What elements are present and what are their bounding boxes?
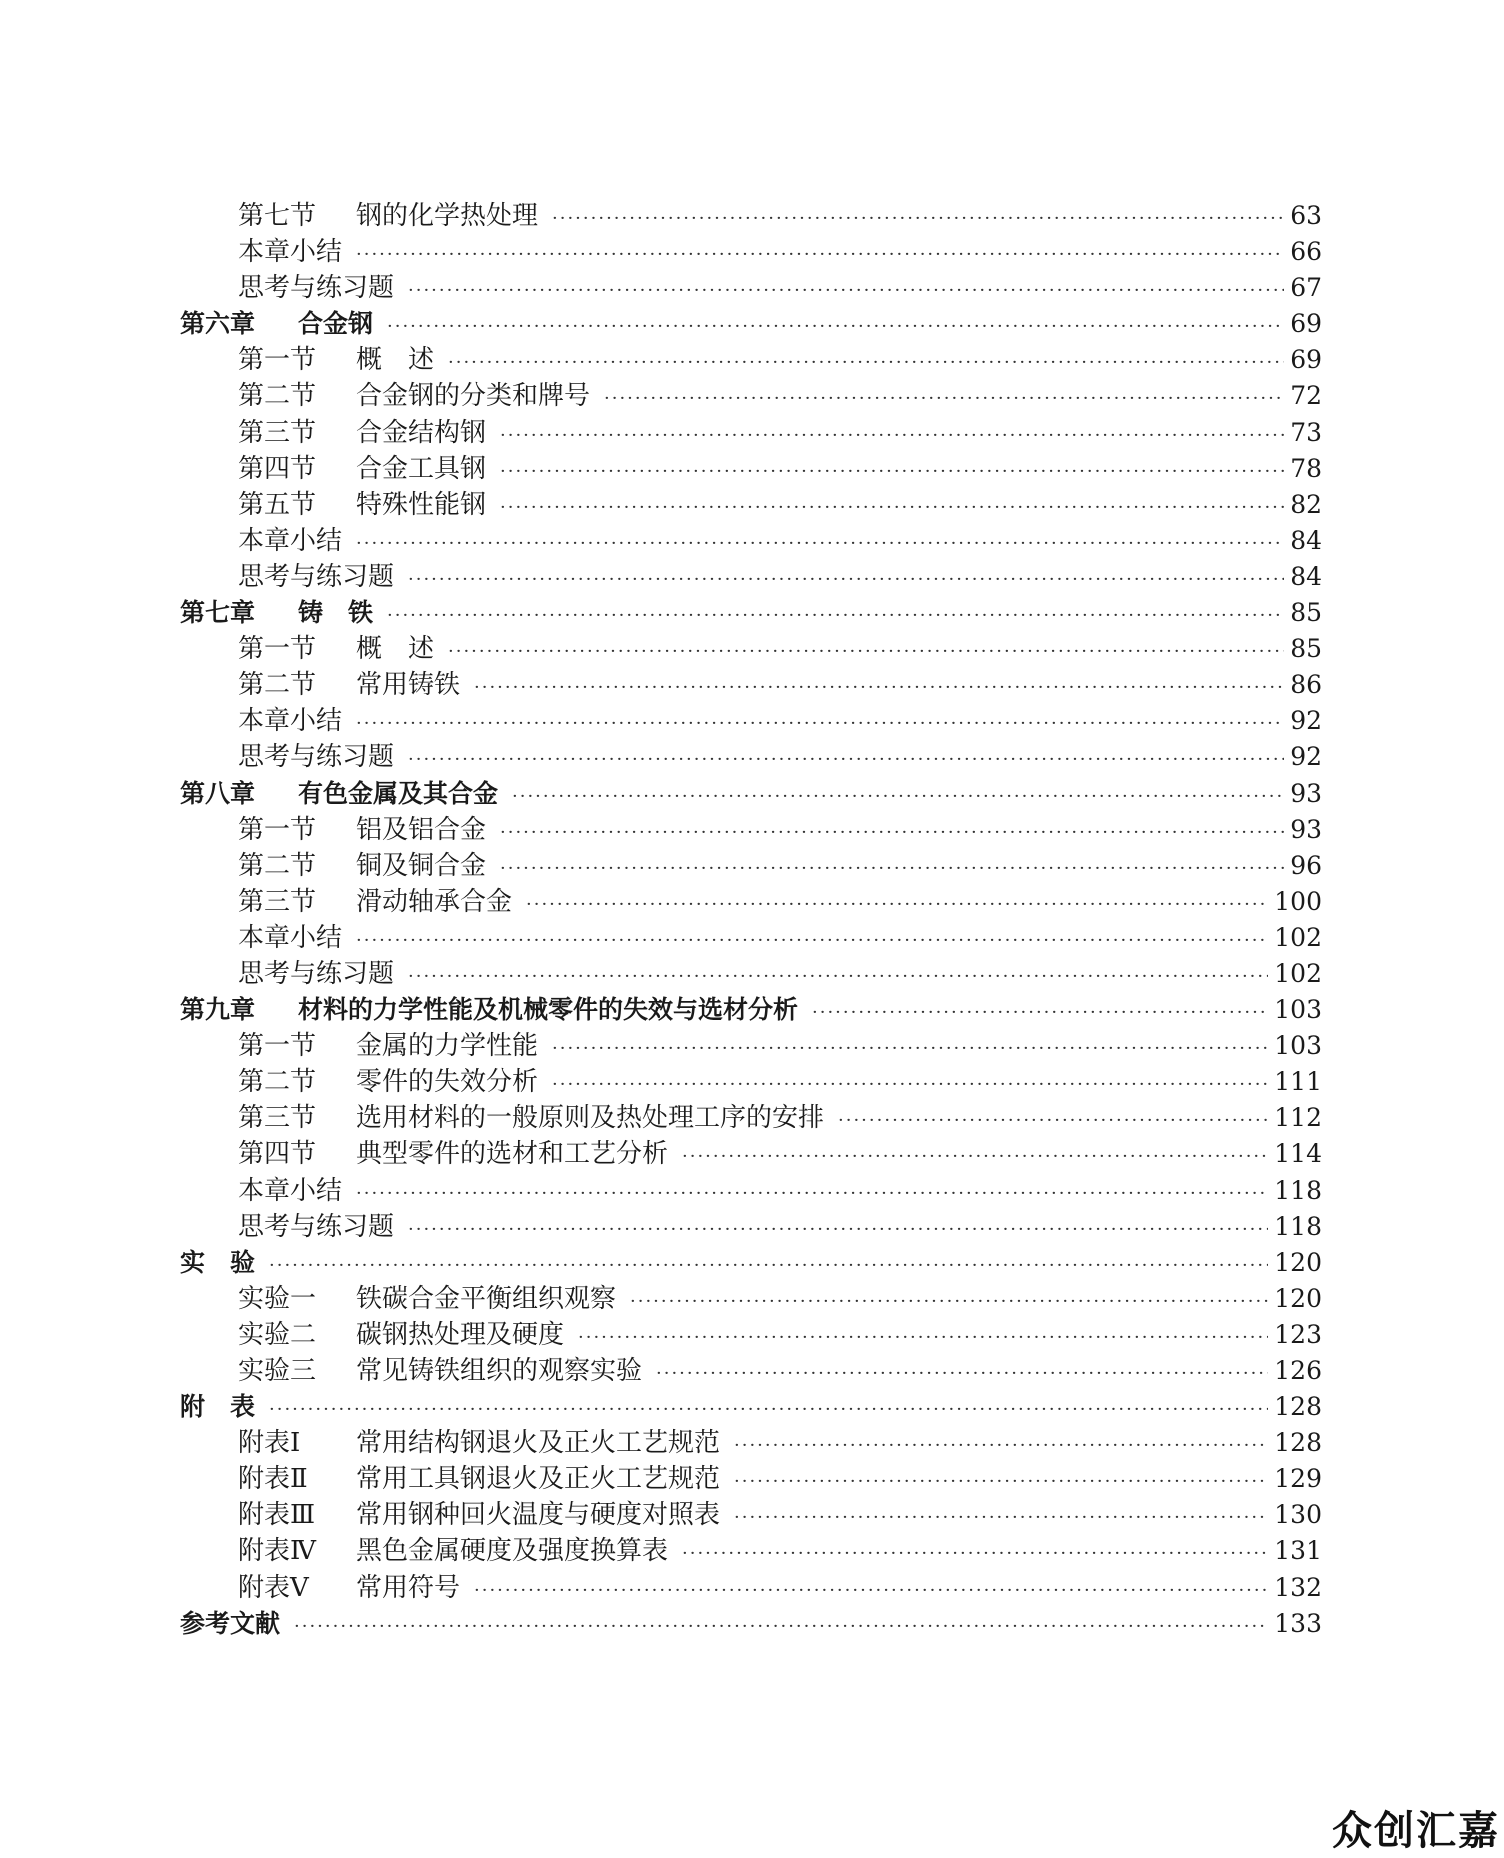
toc-page-number: 118 — [1274, 1211, 1322, 1241]
toc-entry-title: 金属的力学性能 — [356, 1031, 539, 1062]
toc-page-number: 73 — [1290, 417, 1322, 447]
toc-section-row[interactable] — [180, 1570, 1322, 1606]
toc-entry-title: 零件的失效分析 — [356, 1067, 539, 1098]
table-of-contents — [180, 198, 1322, 1642]
toc-section-row[interactable] — [180, 667, 1322, 703]
toc-entry-label: 第一节 — [238, 814, 317, 845]
toc-page-number: 131 — [1274, 1536, 1322, 1566]
dot-leader — [474, 670, 1284, 706]
toc-section-row[interactable] — [180, 848, 1322, 884]
toc-page-number: 128 — [1274, 1392, 1322, 1422]
toc-entry-label: 第五节 — [238, 489, 317, 520]
watermark-logo: 众创汇嘉 — [1332, 1808, 1500, 1854]
toc-entry-title: 特殊性能钢 — [356, 489, 487, 520]
toc-entry-title: 常用结构钢退火及正火工艺规范 — [356, 1428, 721, 1459]
toc-section-row[interactable] — [180, 1209, 1322, 1245]
toc-entry-title: 合金结构钢 — [356, 417, 487, 448]
dot-leader — [734, 1428, 1268, 1464]
dot-leader — [734, 1500, 1268, 1536]
dot-leader — [578, 1320, 1268, 1356]
toc-entry-label: 实验三 — [238, 1356, 317, 1386]
toc-section-row[interactable] — [180, 956, 1322, 992]
toc-entry-title: 黑色金属硬度及强度换算表 — [356, 1536, 669, 1567]
dot-leader — [356, 923, 1268, 959]
toc-entry-title: 思考与练习题 — [238, 273, 395, 304]
toc-page-number: 92 — [1290, 742, 1322, 772]
toc-entry-title: 典型零件的选材和工艺分析 — [356, 1139, 669, 1170]
dot-leader — [500, 454, 1284, 490]
toc-page-number: 85 — [1290, 598, 1322, 628]
toc-entry-label: 第八章 — [180, 778, 256, 808]
toc-page-number: 129 — [1274, 1464, 1322, 1494]
toc-entry-title: 材料的力学性能及机械零件的失效与选材分析 — [298, 995, 799, 1025]
toc-entry-label: 第六章 — [180, 309, 256, 339]
toc-section-row[interactable] — [180, 1173, 1322, 1209]
toc-section-row[interactable] — [180, 1317, 1322, 1353]
dot-leader — [356, 526, 1284, 562]
toc-entry-title: 本章小结 — [238, 237, 343, 268]
toc-entry-title: 常用铸铁 — [356, 670, 461, 701]
toc-page-number: 123 — [1274, 1319, 1322, 1349]
toc-page-number: 103 — [1274, 1031, 1322, 1061]
toc-entry-label: 附表Ⅰ — [238, 1428, 301, 1459]
dot-leader — [408, 273, 1284, 309]
dot-leader — [682, 1536, 1268, 1572]
toc-entry-title: 铝及铝合金 — [356, 814, 487, 845]
toc-entry-title: 铸 铁 — [298, 598, 374, 628]
dot-leader — [387, 598, 1284, 634]
toc-entry-label: 第二节 — [238, 381, 317, 412]
toc-section-row[interactable] — [180, 1461, 1322, 1497]
toc-page-number: 63 — [1290, 201, 1322, 230]
dot-leader — [656, 1356, 1268, 1392]
toc-section-row[interactable] — [180, 1064, 1322, 1100]
toc-entry-title: 钢的化学热处理 — [356, 201, 539, 231]
toc-entry-title: 思考与练习题 — [238, 742, 395, 773]
toc-page-number: 120 — [1274, 1247, 1322, 1277]
dot-leader — [356, 237, 1284, 273]
toc-entry-title: 本章小结 — [238, 706, 343, 737]
toc-section-row[interactable] — [180, 1353, 1322, 1389]
toc-entry-label: 第三节 — [238, 1103, 317, 1134]
toc-entry-label: 第二节 — [238, 670, 317, 701]
toc-page-number: 126 — [1274, 1356, 1322, 1385]
toc-entry-title: 有色金属及其合金 — [298, 778, 499, 808]
toc-entry-title: 选用材料的一般原则及热处理工序的安排 — [356, 1103, 825, 1134]
toc-page-number: 72 — [1290, 381, 1322, 411]
toc-entry-title: 思考与练习题 — [238, 561, 395, 592]
toc-entry-title: 铁碳合金平衡组织观察 — [356, 1283, 617, 1314]
dot-leader — [604, 381, 1284, 417]
toc-entry-label: 第七节 — [238, 201, 317, 231]
dot-leader — [838, 1103, 1268, 1139]
toc-entry-title: 本章小结 — [238, 525, 343, 556]
toc-entry-title: 铜及铜合金 — [356, 850, 487, 881]
dot-leader — [682, 1139, 1268, 1175]
toc-entry-title: 合金工具钢 — [356, 453, 487, 484]
toc-entry-label: 附表Ⅳ — [238, 1536, 316, 1567]
toc-entry-label: 第一节 — [238, 634, 317, 665]
toc-page-number: 133 — [1274, 1608, 1322, 1638]
toc-page-number: 84 — [1290, 561, 1322, 591]
toc-chapter-row[interactable] — [180, 776, 1322, 812]
dot-leader — [408, 562, 1284, 598]
toc-entry-label: 附表Ⅲ — [238, 1500, 316, 1531]
toc-entry-label: 第一节 — [238, 1031, 317, 1062]
dot-leader — [812, 995, 1268, 1031]
toc-entry-title: 概 述 — [356, 345, 435, 376]
toc-section-row[interactable] — [180, 703, 1322, 739]
dot-leader — [526, 887, 1268, 923]
toc-entry-title: 常见铸铁组织的观察实验 — [356, 1356, 643, 1386]
toc-section-row[interactable] — [180, 559, 1322, 595]
toc-entry-label: 第三节 — [238, 886, 317, 917]
dot-leader — [408, 959, 1268, 995]
toc-entry-label: 第七章 — [180, 598, 256, 628]
dot-leader — [356, 706, 1284, 742]
toc-entry-title: 碳钢热处理及硬度 — [356, 1319, 565, 1350]
toc-page-number: 132 — [1274, 1572, 1322, 1602]
toc-page-number: 103 — [1274, 995, 1322, 1025]
toc-entry-label: 第四节 — [238, 1139, 317, 1170]
toc-page-number: 111 — [1274, 1067, 1322, 1097]
toc-section-row[interactable] — [180, 920, 1322, 956]
toc-section-row[interactable] — [180, 1028, 1322, 1064]
toc-section-row[interactable] — [180, 739, 1322, 775]
dot-leader — [356, 1176, 1268, 1212]
toc-section-row[interactable] — [180, 1100, 1322, 1136]
dot-leader — [474, 1573, 1268, 1609]
toc-page-number: 84 — [1290, 525, 1322, 555]
toc-entry-label: 第三节 — [238, 417, 317, 448]
toc-page-number: 128 — [1274, 1428, 1322, 1458]
toc-entry-title: 思考与练习题 — [238, 958, 395, 989]
toc-page-number: 86 — [1290, 670, 1322, 700]
toc-page-number: 120 — [1274, 1283, 1322, 1313]
toc-section-row[interactable] — [180, 1497, 1322, 1533]
toc-section-row[interactable] — [180, 270, 1322, 306]
toc-entry-title: 参考文献 — [180, 1608, 281, 1638]
toc-page-number: 78 — [1290, 453, 1322, 483]
toc-section-row[interactable] — [180, 1281, 1322, 1317]
toc-entry-title: 常用工具钢退火及正火工艺规范 — [356, 1464, 721, 1495]
toc-section-row[interactable] — [180, 415, 1322, 451]
toc-page-number: 82 — [1290, 489, 1322, 519]
dot-leader — [552, 1067, 1268, 1103]
toc-chapter-row[interactable] — [180, 306, 1322, 342]
toc-entry-title: 常用符号 — [356, 1572, 461, 1603]
dot-leader — [500, 851, 1284, 887]
toc-entry-title: 合金钢 — [298, 309, 374, 339]
toc-chapter-row[interactable] — [180, 992, 1322, 1028]
toc-chapter-row[interactable] — [180, 1389, 1322, 1425]
toc-section-row[interactable] — [180, 884, 1322, 920]
toc-page-number: 100 — [1274, 886, 1322, 916]
dot-leader — [448, 634, 1284, 670]
dot-leader — [734, 1464, 1268, 1500]
dot-leader — [408, 742, 1284, 778]
toc-entry-label: 第九章 — [180, 995, 256, 1025]
toc-page-number: 93 — [1290, 778, 1322, 808]
dot-leader — [408, 1212, 1268, 1248]
toc-page-number: 69 — [1290, 345, 1322, 375]
dot-leader — [269, 1392, 1268, 1428]
toc-entry-title: 合金钢的分类和牌号 — [356, 381, 591, 412]
dot-leader — [552, 1031, 1268, 1067]
toc-page-number: 118 — [1274, 1175, 1322, 1205]
toc-entry-label: 第一节 — [238, 345, 317, 376]
dot-leader — [500, 815, 1284, 851]
toc-section-row[interactable] — [180, 342, 1322, 378]
toc-section-row[interactable] — [180, 487, 1322, 523]
toc-chapter-row[interactable] — [180, 1245, 1322, 1281]
toc-entry-title: 本章小结 — [238, 1175, 343, 1206]
dot-leader — [448, 345, 1284, 381]
dot-leader — [269, 1248, 1268, 1284]
dot-leader — [294, 1609, 1268, 1645]
dot-leader — [500, 418, 1284, 454]
toc-section-row[interactable] — [180, 812, 1322, 848]
toc-entry-title: 常用钢种回火温度与硬度对照表 — [356, 1500, 721, 1531]
toc-page-number: 130 — [1274, 1500, 1322, 1530]
toc-page-number: 92 — [1290, 706, 1322, 736]
toc-page-number: 114 — [1274, 1139, 1322, 1169]
toc-entry-label: 实验一 — [238, 1283, 317, 1314]
toc-entry-label: 附表Ⅱ — [238, 1464, 308, 1495]
toc-entry-title: 滑动轴承合金 — [356, 886, 513, 917]
toc-section-row[interactable] — [180, 631, 1322, 667]
toc-entry-title: 实 验 — [180, 1247, 256, 1277]
dot-leader — [552, 201, 1284, 237]
toc-entry-label: 实验二 — [238, 1319, 317, 1350]
toc-section-row[interactable] — [180, 1425, 1322, 1461]
toc-entry-label: 附表Ⅴ — [238, 1572, 309, 1603]
toc-page-number: 69 — [1290, 309, 1322, 339]
toc-entry-title: 本章小结 — [238, 922, 343, 953]
toc-page-number: 96 — [1290, 850, 1322, 880]
toc-chapter-row[interactable] — [180, 595, 1322, 631]
toc-page-number: 67 — [1290, 273, 1322, 303]
dot-leader — [500, 490, 1284, 526]
toc-page-number: 102 — [1274, 922, 1322, 952]
dot-leader — [387, 309, 1284, 345]
toc-section-row[interactable] — [180, 523, 1322, 559]
toc-entry-label: 第二节 — [238, 850, 317, 881]
dot-leader — [630, 1284, 1268, 1320]
toc-section-row[interactable] — [180, 378, 1322, 414]
toc-section-row[interactable] — [180, 1533, 1322, 1569]
toc-chapter-row[interactable] — [180, 1606, 1322, 1642]
toc-section-row[interactable] — [180, 1136, 1322, 1172]
toc-section-row[interactable] — [180, 451, 1322, 487]
dot-leader — [512, 779, 1284, 815]
toc-entry-title: 思考与练习题 — [238, 1211, 395, 1242]
toc-entry-label: 第四节 — [238, 453, 317, 484]
toc-page-number: 112 — [1274, 1103, 1322, 1133]
toc-section-row[interactable] — [180, 198, 1322, 234]
toc-section-row[interactable] — [180, 234, 1322, 270]
toc-page-number: 93 — [1290, 814, 1322, 844]
toc-page-number: 66 — [1290, 237, 1322, 267]
toc-entry-title: 概 述 — [356, 634, 435, 665]
toc-page-number: 85 — [1290, 634, 1322, 664]
toc-entry-label: 第二节 — [238, 1067, 317, 1098]
toc-entry-title: 附 表 — [180, 1392, 256, 1422]
toc-page-number: 102 — [1274, 958, 1322, 988]
